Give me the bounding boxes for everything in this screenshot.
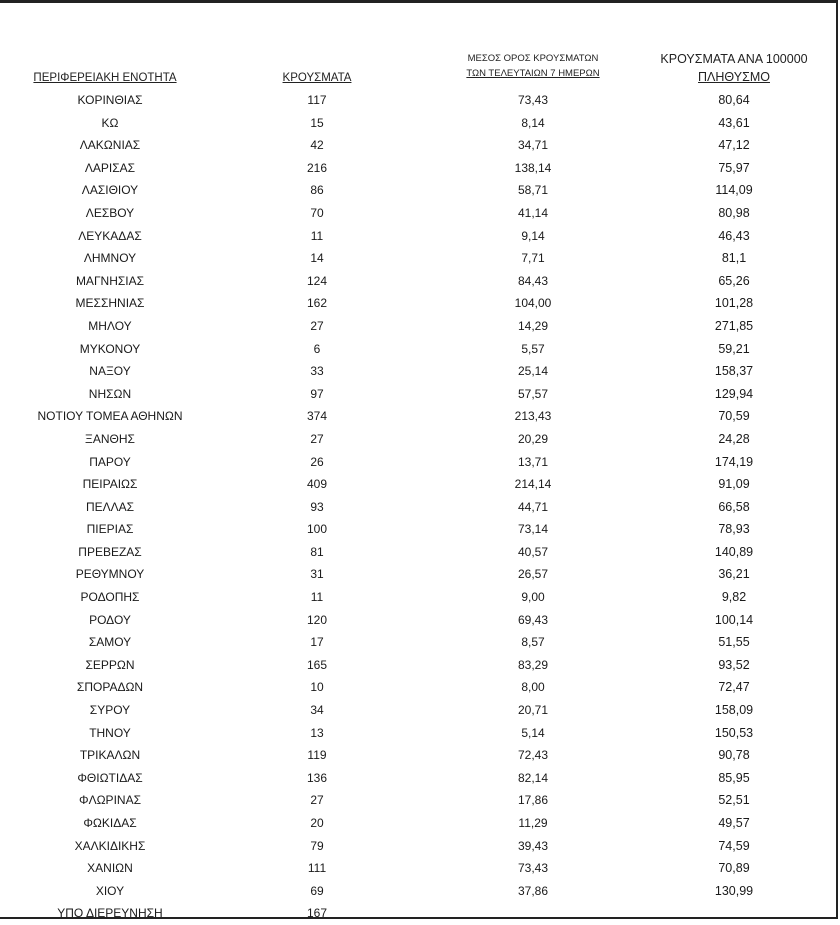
per100k-cell: 93,52 bbox=[718, 657, 750, 672]
avg7-cell: 73,43 bbox=[517, 93, 549, 107]
cases-cell: 119 bbox=[307, 748, 327, 763]
avg7-cell: 41,14 bbox=[517, 205, 549, 220]
cases-cell: 111 bbox=[307, 861, 327, 876]
cases-cell: 165 bbox=[306, 657, 328, 672]
per100k-cell: 150,53 bbox=[714, 725, 754, 740]
table-row bbox=[0, 496, 836, 519]
region-cell: ΡΟΔΟΠΗΣ bbox=[80, 590, 140, 605]
per100k-cell: 49,57 bbox=[718, 816, 750, 830]
cases-cell: 162 bbox=[306, 296, 328, 311]
table-body bbox=[0, 89, 836, 925]
region-cell: ΝΟΤΙΟΥ ΤΟΜΕΑ ΑΘΗΝΩΝ bbox=[37, 409, 183, 424]
per100k-cell: 46,43 bbox=[718, 228, 750, 243]
per100k-cell: 85,95 bbox=[718, 770, 750, 785]
cases-cell: 15 bbox=[310, 115, 324, 130]
cases-cell: 17 bbox=[310, 635, 324, 650]
cases-cell: 27 bbox=[310, 793, 324, 808]
avg7-cell: 58,71 bbox=[517, 183, 549, 198]
per100k-cell: 51,55 bbox=[718, 635, 750, 650]
avg7-cell: 7,71 bbox=[521, 251, 545, 266]
per100k-cell: 75,97 bbox=[718, 160, 750, 175]
table-row bbox=[0, 360, 836, 383]
avg7-cell: 14,29 bbox=[517, 318, 549, 333]
region-cell: ΞΑΝΘΗΣ bbox=[85, 431, 135, 446]
table-row bbox=[0, 835, 836, 858]
per100k-cell: 72,47 bbox=[718, 680, 750, 695]
cases-cell: 33 bbox=[310, 364, 324, 379]
per100k-cell: 129,94 bbox=[714, 386, 754, 401]
avg7-cell: 72,43 bbox=[517, 748, 549, 763]
table-row bbox=[0, 767, 836, 790]
cases-cell: 86 bbox=[310, 183, 324, 198]
cases-cell: 27 bbox=[310, 318, 324, 333]
region-cell: ΛΕΣΒΟΥ bbox=[85, 205, 135, 220]
cases-cell: 20 bbox=[310, 816, 324, 830]
avg7-cell: 26,57 bbox=[517, 567, 549, 582]
cases-cell: 81 bbox=[310, 544, 324, 559]
table-row bbox=[0, 225, 836, 248]
table-row bbox=[0, 89, 836, 112]
table-row bbox=[0, 315, 836, 338]
avg7-cell: 8,14 bbox=[521, 115, 545, 130]
per100k-cell: 43,61 bbox=[718, 115, 750, 130]
region-cell: ΤΡΙΚΑΛΩΝ bbox=[79, 748, 141, 763]
cases-cell: 374 bbox=[306, 409, 328, 424]
table-row bbox=[0, 789, 836, 812]
avg7-cell: 40,57 bbox=[517, 544, 549, 559]
per100k-cell: 158,09 bbox=[714, 703, 754, 718]
cases-cell: 97 bbox=[310, 386, 324, 401]
region-cell: ΝΑΞΟΥ bbox=[89, 364, 131, 379]
per100k-cell: 174,19 bbox=[714, 454, 754, 469]
table-row bbox=[0, 857, 836, 880]
table-row bbox=[0, 880, 836, 903]
table-row bbox=[0, 451, 836, 474]
cases-cell: 11 bbox=[310, 590, 324, 605]
cases-cell: 120 bbox=[306, 612, 328, 627]
cases-cell: 167 bbox=[306, 906, 328, 921]
table-row bbox=[0, 405, 836, 428]
cases-cell: 136 bbox=[306, 770, 328, 785]
table-row bbox=[0, 518, 836, 541]
table-row bbox=[0, 428, 836, 451]
region-cell: ΡΟΔΟΥ bbox=[89, 612, 131, 627]
header-cases-per-100k-line2: ΠΛΗΘΥΣΜΟ bbox=[698, 70, 770, 84]
per100k-cell: 130,99 bbox=[714, 883, 754, 898]
region-cell: ΜΥΚΟΝΟΥ bbox=[79, 341, 141, 356]
region-cell: ΧΙΟΥ bbox=[95, 883, 125, 898]
avg7-cell: 20,71 bbox=[517, 703, 549, 718]
header-cases-per-100k-line1: ΚΡΟΥΣΜΑΤΑ ΑΝΑ 100000 bbox=[660, 52, 808, 66]
table-row bbox=[0, 247, 836, 270]
region-cell: ΜΕΣΣΗΝΙΑΣ bbox=[75, 296, 145, 311]
table-row bbox=[0, 722, 836, 745]
cases-cell: 409 bbox=[306, 477, 328, 492]
avg7-cell: 8,57 bbox=[521, 635, 545, 650]
region-cell: ΜΑΓΝΗΣΙΑΣ bbox=[75, 273, 145, 288]
avg7-cell: 25,14 bbox=[517, 364, 549, 379]
avg7-cell: 73,43 bbox=[517, 861, 549, 876]
region-cell: ΠΙΕΡΙΑΣ bbox=[86, 522, 134, 537]
table-row bbox=[0, 586, 836, 609]
cases-cell: 31 bbox=[310, 567, 324, 582]
per100k-cell: 66,58 bbox=[718, 499, 750, 514]
region-cell: ΡΕΘΥΜΝΟΥ bbox=[75, 567, 145, 582]
table-row bbox=[0, 812, 836, 835]
region-cell: ΝΗΣΩΝ bbox=[88, 386, 132, 401]
avg7-cell: 213,43 bbox=[514, 409, 552, 424]
per100k-cell: 52,51 bbox=[718, 793, 750, 808]
region-cell: ΤΗΝΟΥ bbox=[89, 725, 131, 740]
cases-cell: 117 bbox=[307, 93, 327, 107]
avg7-cell: 13,71 bbox=[517, 454, 549, 469]
region-cell: ΠΑΡΟΥ bbox=[89, 454, 131, 469]
cases-cell: 11 bbox=[310, 228, 324, 243]
cases-cell: 26 bbox=[310, 454, 324, 469]
cases-cell: 34 bbox=[310, 703, 324, 718]
region-cell: ΥΠΟ ΔΙΕΡΕΥΝΗΣΗ bbox=[57, 906, 163, 921]
table-row bbox=[0, 134, 836, 157]
per100k-cell: 100,14 bbox=[714, 612, 754, 627]
per100k-cell: 271,85 bbox=[714, 318, 754, 333]
per100k-cell: 158,37 bbox=[714, 364, 754, 379]
table-row bbox=[0, 699, 836, 722]
table-row bbox=[0, 744, 836, 767]
per100k-cell: 80,98 bbox=[718, 205, 750, 220]
header-cases: ΚΡΟΥΣΜΑΤΑ bbox=[282, 72, 352, 84]
cases-cell: 70 bbox=[310, 205, 324, 220]
cases-cell: 69 bbox=[310, 883, 324, 898]
avg7-cell: 69,43 bbox=[517, 612, 549, 627]
table-row bbox=[0, 292, 836, 315]
avg7-cell: 17,86 bbox=[517, 793, 549, 808]
table-row bbox=[0, 473, 836, 496]
region-cell: ΠΕΙΡΑΙΩΣ bbox=[82, 477, 138, 492]
table-row bbox=[0, 902, 836, 925]
avg7-cell: 57,57 bbox=[517, 386, 549, 401]
per100k-cell: 70,89 bbox=[718, 861, 750, 876]
per100k-cell: 140,89 bbox=[714, 544, 754, 559]
header-region: ΠΕΡΙΦΕΡΕΙΑΚΗ ΕΝΟΤΗΤΑ bbox=[33, 72, 177, 84]
cases-cell: 10 bbox=[310, 680, 324, 695]
per100k-cell: 80,64 bbox=[718, 93, 750, 107]
table-row bbox=[0, 654, 836, 677]
region-cell: ΧΑΝΙΩΝ bbox=[87, 861, 133, 876]
per100k-cell: 74,59 bbox=[718, 838, 750, 853]
avg7-cell: 34,71 bbox=[517, 138, 549, 153]
avg7-cell: 138,14 bbox=[514, 160, 552, 175]
region-cell: ΛΕΥΚΑΔΑΣ bbox=[78, 228, 142, 243]
avg7-cell: 11,29 bbox=[518, 816, 548, 830]
region-cell: ΠΕΛΛΑΣ bbox=[85, 499, 135, 514]
per100k-cell: 91,09 bbox=[718, 477, 750, 492]
header-7day-average-line1: ΜΕΣΟΣ ΟΡΟΣ ΚΡΟΥΣΜΑΤΩΝ bbox=[467, 53, 599, 64]
per100k-cell: 47,12 bbox=[718, 138, 750, 153]
table-row bbox=[0, 631, 836, 654]
cases-cell: 100 bbox=[306, 522, 328, 537]
cases-cell: 93 bbox=[310, 499, 324, 514]
region-cell: ΣΥΡΟΥ bbox=[89, 703, 131, 718]
header-cases-per-100k bbox=[628, 50, 840, 86]
table-row bbox=[0, 157, 836, 180]
region-cell: ΧΑΛΚΙΔΙΚΗΣ bbox=[74, 838, 146, 853]
region-cell: ΚΟΡΙΝΘΙΑΣ bbox=[77, 93, 143, 107]
avg7-cell: 20,29 bbox=[517, 431, 549, 446]
avg7-cell: 104,00 bbox=[514, 296, 552, 311]
avg7-cell: 5,14 bbox=[521, 725, 545, 740]
table-row bbox=[0, 270, 836, 293]
cases-cell: 42 bbox=[310, 138, 324, 153]
cases-cell: 6 bbox=[313, 341, 321, 356]
table-row bbox=[0, 338, 836, 361]
table-row bbox=[0, 541, 836, 564]
per100k-cell: 114,09 bbox=[715, 183, 753, 198]
table-row bbox=[0, 202, 836, 225]
avg7-cell: 9,14 bbox=[521, 228, 545, 243]
table-row bbox=[0, 676, 836, 699]
region-cell: ΣΑΜΟΥ bbox=[88, 635, 132, 650]
per100k-cell: 65,26 bbox=[718, 273, 750, 288]
cases-cell: 27 bbox=[310, 431, 324, 446]
region-cell: ΠΡΕΒΕΖΑΣ bbox=[78, 544, 142, 559]
table-header bbox=[0, 40, 836, 90]
avg7-cell: 82,14 bbox=[517, 770, 549, 785]
per100k-cell: 101,28 bbox=[714, 296, 754, 311]
cases-cell: 79 bbox=[310, 838, 324, 853]
avg7-cell: 214,14 bbox=[514, 477, 552, 492]
header-7day-average-line2: ΤΩΝ ΤΕΛΕΥΤΑΙΩΝ 7 ΗΜΕΡΩΝ bbox=[466, 68, 600, 79]
cases-cell: 124 bbox=[306, 273, 328, 288]
cases-cell: 14 bbox=[310, 251, 324, 266]
per100k-cell: 24,28 bbox=[718, 431, 750, 446]
region-cell: ΚΩ bbox=[101, 115, 119, 130]
table-row bbox=[0, 112, 836, 135]
avg7-cell: 37,86 bbox=[517, 883, 549, 898]
region-cell: ΛΑΚΩΝΙΑΣ bbox=[79, 138, 141, 153]
region-cell: ΦΘΙΩΤΙΔΑΣ bbox=[77, 770, 143, 785]
per100k-cell: 36,21 bbox=[718, 567, 750, 582]
region-cell: ΛΑΡΙΣΑΣ bbox=[84, 160, 136, 175]
table-row bbox=[0, 563, 836, 586]
region-cell: ΦΩΚΙΔΑΣ bbox=[83, 816, 137, 830]
header-7day-average bbox=[418, 51, 648, 81]
table-row bbox=[0, 609, 836, 632]
region-cell: ΛΑΣΙΘΙΟΥ bbox=[81, 183, 139, 198]
avg7-cell: 84,43 bbox=[517, 273, 549, 288]
table-row bbox=[0, 179, 836, 202]
avg7-cell: 44,71 bbox=[517, 499, 549, 514]
region-cell: ΣΠΟΡΑΔΩΝ bbox=[76, 680, 144, 695]
region-cell: ΜΗΛΟΥ bbox=[88, 318, 132, 333]
region-cell: ΛΗΜΝΟΥ bbox=[83, 251, 137, 266]
avg7-cell: 9,00 bbox=[521, 590, 545, 605]
per100k-cell: 59,21 bbox=[718, 341, 750, 356]
per100k-cell: 9,82 bbox=[721, 590, 747, 605]
region-cell: ΦΛΩΡΙΝΑΣ bbox=[79, 793, 141, 808]
avg7-cell: 39,43 bbox=[517, 838, 549, 853]
cases-cell: 13 bbox=[310, 725, 324, 740]
per100k-cell: 81,1 bbox=[721, 251, 747, 266]
table-row bbox=[0, 383, 836, 406]
avg7-cell: 5,57 bbox=[521, 341, 545, 356]
region-cell: ΣΕΡΡΩΝ bbox=[85, 657, 135, 672]
cases-cell: 216 bbox=[306, 160, 328, 175]
per100k-cell: 78,93 bbox=[718, 522, 750, 537]
avg7-cell: 73,14 bbox=[517, 522, 549, 537]
avg7-cell: 8,00 bbox=[521, 680, 545, 695]
per100k-cell: 70,59 bbox=[718, 409, 750, 424]
per100k-cell: 90,78 bbox=[718, 748, 750, 763]
avg7-cell: 83,29 bbox=[517, 657, 549, 672]
